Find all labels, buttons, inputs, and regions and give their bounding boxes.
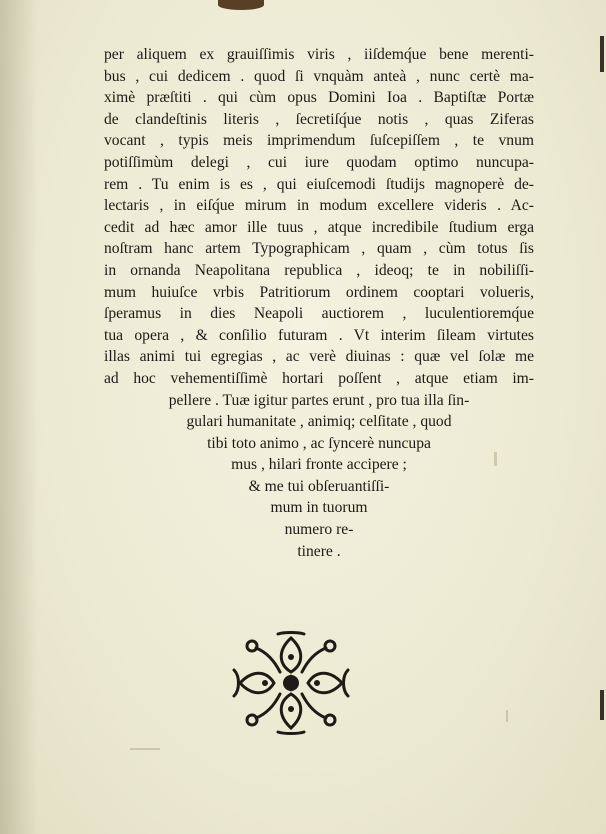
taper-line: numero re- [284, 521, 354, 539]
taper-line: mus , hilari fronte accipere ; [231, 456, 407, 474]
taper-line: mum in tuorum [270, 499, 368, 517]
show-through-mark [494, 452, 497, 466]
text-line: de clandeſtinis literis , ſecretiſq́ue notis , quas Ziferas [104, 110, 534, 128]
taper-line: & me tui obſeruantiſſi- [248, 477, 390, 495]
dedication-text [104, 44, 534, 562]
page-edge-mark [600, 690, 604, 720]
text-line: ſperamus in dies Neapoli auctiorem , luculentioremq́ue [104, 305, 534, 323]
fleuron-ornament [230, 630, 352, 736]
text-line: noſtram hanc artem Typographicam , quam , cùm totus ſis [104, 240, 534, 258]
taper-line: tinere . [297, 542, 341, 560]
taper-line: pellere . Tuæ igitur partes erunt , pro tua illa ſin- [168, 391, 470, 409]
text-line: lectaris , in eiſq́ue mirum in modum excellere videris . Ac- [104, 197, 534, 215]
text-line: ximè præſtiti . qui cùm opus Domini Ioa . Baptiſtæ Portæ [104, 89, 534, 107]
text-line: tua opera , & conſilio futuram . Vt interim ſileam virtutes [104, 326, 534, 344]
show-through-mark [506, 710, 508, 722]
text-line: in ornanda Neapolitana republica , ideoq; te in nobiliſſi- [104, 261, 534, 279]
top-ornament-fragment [218, 0, 264, 10]
text-line: potiſſimùm delegi , cui iure quodam optimo nuncupa- [104, 153, 534, 171]
text-line: vocant , typis meis imprimendum ſuſcepiſſem , te vnum [104, 132, 534, 150]
text-line: ad hoc vehementiſſimè hortari poſſent , atque etiam im- [104, 369, 534, 387]
taper-line: tibi toto animo , ac ſyncerè nuncupa [207, 434, 431, 452]
text-line: mum huiuſce vrbis Patritiorum ordinem cooptari volueris, [104, 283, 534, 301]
text-line: per aliquem ex grauiſſimis viris , iiſdemq́ue bene merenti- [104, 46, 534, 63]
page-edge-mark [600, 36, 604, 72]
text-line: bus , cui dedicem . quod ſi vnquàm anteà , nunc certè ma- [104, 67, 534, 85]
text-line: cedit ad hæc amor ille tuus , atque incredibile ſtudium erga [104, 218, 534, 236]
taper-line: gulari humanitate , animiq; celſitate , quod [186, 413, 452, 431]
text-line: illas animi tui egregias , ac verè diuinas : quæ vel ſolæ me [104, 348, 534, 366]
text-line: rem . Tu enim is es , qui eiuſcemodi ſtudijs magnoperè de- [104, 175, 534, 193]
binding-shadow [0, 0, 38, 834]
show-through-mark [130, 748, 160, 750]
